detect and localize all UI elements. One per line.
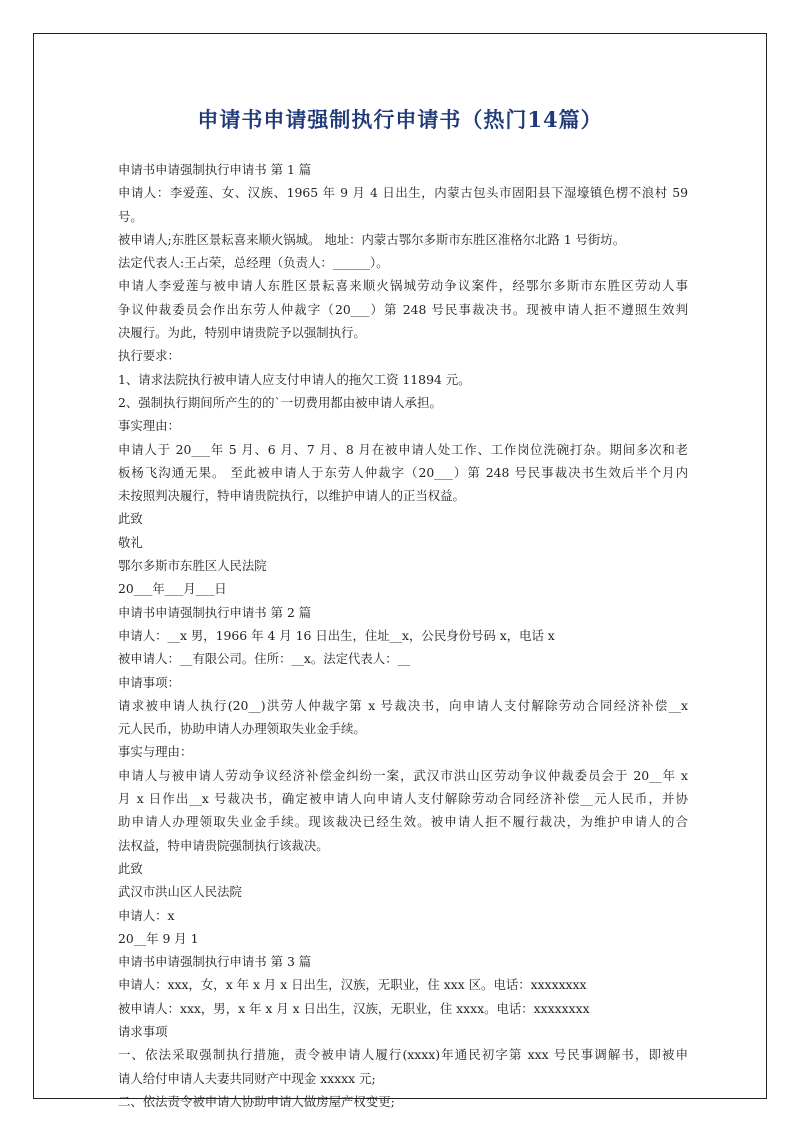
text-line: 申请事项： — [118, 674, 180, 690]
text-line: 申请书申请强制执行申请书 第 2 篇 — [118, 604, 312, 620]
text-line: 申请书申请强制执行申请书 第 1 篇 — [118, 162, 312, 177]
text-line: 被申请人：__有限公司。住所：__x。法定代表人：__ — [118, 651, 410, 667]
text-line: 被申请人：xxx，男，x 年 x 月 x 日出生，汉族，无职业，住 xxxx。电话：xxxxxxxx — [118, 1000, 590, 1016]
text-line: 武汉市洪山区人民法院 — [118, 884, 242, 900]
text-line: 月 x 日作出__x 号裁决书，确定被申请人向申请人支付解除劳动合同经济补偿__元人民币，并协 — [118, 791, 688, 807]
text-line: 法权益，特申请贵院强制执行该裁决。 — [118, 837, 329, 853]
text-line: 申请人：__x 男，1966 年 4 月 16 日出生，住址__x，公民身份号码 x，电话 x — [118, 627, 555, 643]
text-line: 板杨飞沟通无果。 至此被申请人于东劳人仲裁字（20___）第 248 号民事裁决书生效后半个月内 — [118, 464, 688, 480]
text-line: 此致 — [118, 860, 143, 876]
text-line: 事实理由： — [118, 418, 180, 434]
text-line: 20__年 9 月 1 — [118, 930, 199, 946]
text-line: 被申请人;东胜区景耘喜来顺火锅城。 地址：内蒙古鄂尔多斯市东胜区准格尔北路 1 号街坊。 — [118, 231, 626, 247]
text-line: 事实与理由： — [118, 744, 193, 760]
text-line: 请求事项 — [118, 1023, 168, 1039]
text-line: 2、强制执行期间所产生的的`一切费用都由被申请人承担。 — [118, 394, 442, 410]
text-line: 申请人李爱莲与被申请人东胜区景耘喜来顺火锅城劳动争议案件，经鄂尔多斯市东胜区劳动人事 — [118, 278, 688, 294]
text-line: 争议仲裁委员会作出东劳人仲裁字（20___）第 248 号民事裁决书。现被申请人拒不遵照生效判 — [118, 301, 688, 317]
text-line: 执行要求： — [118, 348, 180, 364]
text-line: 助申请人办理领取失业金手续。现该裁决已经生效。被申请人拒不履行裁决，为维护申请人的合 — [118, 814, 688, 830]
text-line: 鄂尔多斯市东胜区人民法院 — [118, 558, 267, 574]
document-body — [118, 158, 688, 1113]
text-line: 请人给付申请人夫妻共同财产中现金 xxxxx 元; — [118, 1070, 376, 1086]
text-line: 此致 — [118, 511, 143, 527]
text-line: 申请书申请强制执行申请书 第 3 篇 — [118, 954, 312, 970]
text-line: 申请人：xxx，女，x 年 x 月 x 日出生，汉族，无职业，住 xxx 区。电话：xxxxxxxx — [118, 977, 587, 993]
text-line: 申请人：李爱莲、女、汉族、1965 年 9 月 4 日出生，内蒙古包头市固阳县下湿壕镇色楞不浪村 59 — [118, 185, 688, 201]
text-line: 法定代表人:王占荣，总经理（负责人：______）。 — [118, 255, 389, 271]
text-line: 敬礼 — [118, 534, 143, 550]
text-line: 二、依法责令被申请人协助申请人做房屋产权变更; — [118, 1093, 395, 1109]
text-line: 未按照判决履行，特申请贵院执行，以维护申请人的正当权益。 — [118, 488, 465, 504]
text-line: 决履行。为此，特别申请贵院予以强制执行。 — [118, 325, 366, 341]
text-line: 申请人于 20___年 5 月、6 月、7 月、8 月在被申请人处工作、工作岗位洗碗打杂。期间多次和老 — [118, 441, 688, 457]
text-line: 请求被申请人执行(20__)洪劳人仲裁字第 x 号裁决书，向申请人支付解除劳动合同经济补偿__x — [118, 697, 688, 713]
text-line: 元人民币，协助申请人办理领取失业金手续。 — [118, 721, 366, 737]
text-line: 1、请求法院执行被申请人应支付申请人的拖欠工资 11894 元。 — [118, 371, 471, 387]
document-title: 申请书申请强制执行申请书（热门14篇） — [197, 107, 603, 132]
text-line: 20___年___月___日 — [118, 581, 227, 597]
text-line: 一、依法采取强制执行措施，责令被申请人履行(xxxx)年通民初字第 xxx 号民事调解书，即被申 — [118, 1047, 688, 1063]
text-line: 申请人：x — [118, 907, 175, 923]
text-line: 号。 — [118, 208, 143, 224]
text-line: 申请人与被申请人劳动争议经济补偿金纠纷一案，武汉市洪山区劳动争议仲裁委员会于 20__年 x — [118, 767, 688, 783]
